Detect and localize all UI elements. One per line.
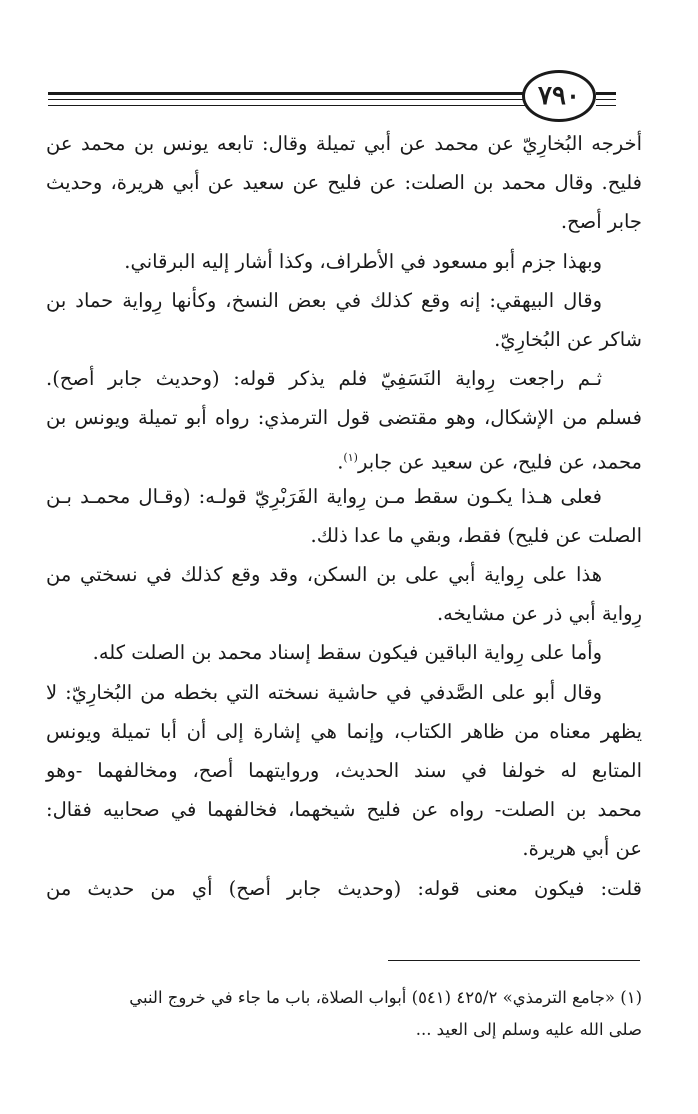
header-rule: [48, 105, 526, 106]
text-line-segment: محمد، عن فليح، عن سعيد عن جابر: [357, 450, 642, 473]
text-line: وقال أبو على الصَّدفي في حاشية نسخته التي بخطه من البُخارِيّ: لا: [46, 680, 602, 704]
header-rule: [48, 92, 526, 95]
footnote-line: (١) «جامع الترمذي» ٤٢٥/٢ (٥٤١) أبواب الصلاة، باب ما جاء في خروج النبي: [129, 988, 642, 1007]
text-line: محمد بن الصلت- رواه عن فليح شيخهما، فخالفهما في صحابيه فقال:: [46, 798, 642, 822]
main-text: [46, 124, 642, 908]
page-number: ٧٩٠: [522, 70, 596, 122]
text-line: المتابع له خولفا في سند الحديث، وروايتهما أصح، ومخالفهما -وهو: [46, 759, 642, 782]
text-line: وأما على رِواية الباقين فيكون سقط إسناد محمد بن الصلت كله.: [92, 641, 602, 665]
text-line: أخرجه البُخارِيّ عن محمد عن أبي تميلة وقال: تابعه يونس بن محمد عن: [46, 132, 642, 155]
text-line: شاكر عن البُخارِيّ.: [494, 327, 642, 351]
footnote-separator: [388, 960, 640, 961]
text-line: فليح. وقال محمد بن الصلت: عن فليح عن سعيد عن أبي هريرة، وحديث: [46, 171, 642, 195]
header-rule: [48, 99, 526, 100]
header-rule: [596, 92, 616, 95]
text-line: قلت: فيكون معنى قوله: (وحديث جابر أصح) أي من حديث من: [46, 876, 642, 900]
text-line: فسلم من الإشكال، وهو مقتضى قول الترمذي: رواه أبو تميلة ويونس بن: [46, 406, 642, 430]
footnote-line: صلى الله عليه وسلم إلى العيد ...: [415, 1020, 642, 1039]
header-rule: [596, 99, 616, 100]
text-line: ثـم راجعت رِواية النَسَفِيّ فلم يذكر قوله: (وحديث جابر أصح).: [46, 367, 602, 391]
text-line: رِواية أبي ذر عن مشايخه.: [436, 602, 642, 626]
text-line: الصلت عن فليح) فقط، وبقي ما عدا ذلك.: [310, 523, 642, 547]
text-line: وقال البيهقي: إنه وقع كذلك في بعض النسخ، وكأنها رِواية حماد بن: [46, 288, 602, 312]
text-line: فعلى هـذا يكـون سقط مـن رِواية الفَرَبْرِيّ قولـه: (وقـال محمـد بـن: [46, 484, 602, 508]
text-line: عن أبي هريرة.: [522, 837, 642, 861]
text-line: [46, 438, 642, 477]
text-line-end: .: [337, 450, 344, 473]
header-rule: [596, 105, 616, 106]
text-line: جابر أصح.: [560, 210, 642, 234]
text-line: وبهذا جزم أبو مسعود في الأطراف، وكذا أشار إليه البرقاني.: [124, 249, 602, 273]
text-line: يظهر معناه من ظاهر الكتاب، وإنما هي إشارة إلى أن أبا تميلة ويونس: [46, 719, 642, 743]
text-line: هذا على رِواية أبي على بن السكن، وقد وقع كذلك في نسختي من: [46, 563, 602, 587]
footnote-marker[interactable]: (١): [343, 450, 358, 464]
footnote: [46, 982, 642, 1046]
